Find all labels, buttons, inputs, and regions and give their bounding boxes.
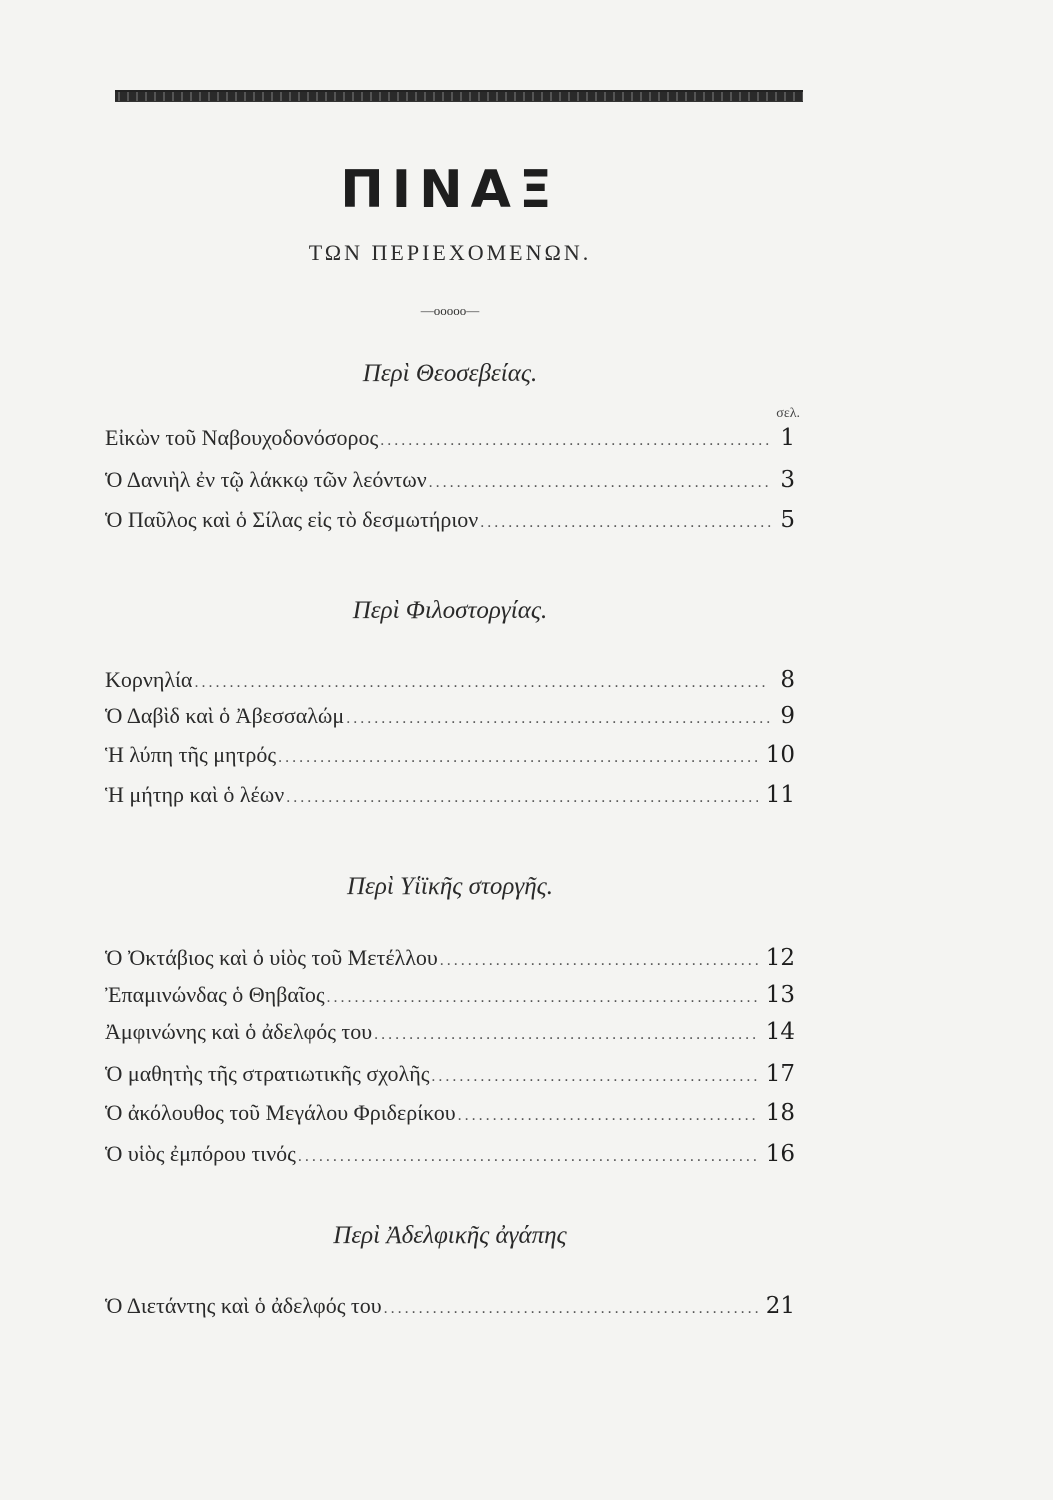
- ornament-divider: —ooooo—: [420, 303, 480, 318]
- toc-entry: [105, 703, 795, 733]
- section-heading-theosebeia: Περὶ Θεοσεβείας.: [362, 360, 538, 387]
- dot-leader: [327, 989, 758, 1007]
- entry-page-number: 3: [780, 467, 795, 493]
- page-column-label: σελ.: [776, 406, 800, 421]
- toc-entry: [105, 1019, 795, 1049]
- entry-page-number: 14: [765, 1019, 795, 1045]
- page-title: ΠΙΝΑΞ: [340, 160, 560, 220]
- toc-entry: [105, 742, 795, 772]
- entry-page-number: 1: [780, 425, 795, 451]
- toc-entry: [105, 1141, 795, 1171]
- dot-leader: [194, 674, 767, 692]
- dot-leader: [374, 1026, 758, 1044]
- entry-title: Ὁ υἱὸς ἐμπόρου τινός: [105, 1141, 296, 1166]
- dot-leader: [380, 432, 772, 450]
- toc-entry: [105, 1293, 795, 1323]
- entry-page-number: 5: [780, 507, 795, 533]
- toc-entry: [105, 945, 795, 975]
- entry-title: Ὁ Ὀκτάβιος καὶ ὁ υἱὸς τοῦ Μετέλλου: [105, 945, 438, 970]
- entry-page-number: 13: [765, 982, 795, 1008]
- toc-entry: [105, 1061, 795, 1091]
- toc-entry: [105, 425, 795, 455]
- dot-leader: [286, 789, 758, 807]
- entry-page-number: 18: [765, 1100, 795, 1126]
- entry-page-number: 16: [765, 1141, 795, 1167]
- entry-title: Ὁ μαθητὴς τῆς στρατιωτικῆς σχολῆς: [105, 1061, 430, 1086]
- entry-title: Κορνηλία: [105, 667, 193, 692]
- entry-title: Ὁ Παῦλος καὶ ὁ Σίλας εἰς τὸ δεσμωτήριον: [105, 507, 479, 532]
- entry-page-number: 21: [765, 1293, 795, 1319]
- entry-page-number: 9: [780, 703, 795, 729]
- entry-title: Ὁ Δαβὶδ καὶ ὁ Ἀβεσσαλώμ: [105, 703, 345, 728]
- entry-title: Ὁ Διετάντης καὶ ὁ ἀδελφός του: [105, 1293, 382, 1318]
- entry-title: Ἡ λύπη τῆς μητρός: [105, 742, 277, 767]
- entry-page-number: 10: [765, 742, 795, 768]
- dot-leader: [458, 1107, 758, 1125]
- entry-title: Ἡ μήτηρ καὶ ὁ λέων: [105, 782, 285, 807]
- toc-entry: [105, 1100, 795, 1130]
- entry-page-number: 12: [765, 945, 795, 971]
- entry-title: Ὁ Δανιὴλ ἐν τῷ λάκκῳ τῶν λεόντων: [105, 467, 427, 492]
- dot-leader: [480, 514, 772, 532]
- section-heading-yiiki-storgi: Περὶ Υἱϊκῆς στοργῆς.: [346, 873, 554, 900]
- dot-leader: [429, 474, 773, 492]
- entry-page-number: 17: [765, 1061, 795, 1087]
- dot-leader: [431, 1068, 757, 1086]
- toc-entry: [105, 982, 795, 1012]
- dot-leader: [384, 1300, 758, 1318]
- header-rule: [115, 90, 803, 102]
- toc-entry: [105, 782, 795, 812]
- entry-title: Ὁ ἀκόλουθος τοῦ Μεγάλου Φριδερίκου: [105, 1100, 456, 1125]
- page-subtitle: ΤΩΝ ΠΕΡΙΕΧΟΜΕΝΩΝ.: [308, 240, 592, 265]
- entry-title: Ἀμφινώνης καὶ ὁ ἀδελφός του: [105, 1019, 373, 1044]
- entry-title: Ἐπαμινώνδας ὁ Θηβαῖος: [105, 982, 325, 1007]
- dot-leader: [346, 710, 772, 728]
- dot-leader: [298, 1148, 758, 1166]
- toc-entry: [105, 467, 795, 497]
- dot-leader: [440, 952, 758, 970]
- toc-entry: [105, 507, 795, 537]
- entry-page-number: 8: [780, 667, 795, 693]
- entry-title: Εἰκὼν τοῦ Ναβουχοδονόσορος: [105, 425, 379, 450]
- section-heading-filostorgia: Περὶ Φιλοστοργίας.: [352, 597, 548, 624]
- entry-page-number: 11: [765, 782, 795, 808]
- toc-entry: [105, 667, 795, 697]
- section-heading-adelfiki-agapi: Περὶ Ἀδελφικῆς ἀγάπης: [333, 1222, 567, 1249]
- dot-leader: [278, 749, 758, 767]
